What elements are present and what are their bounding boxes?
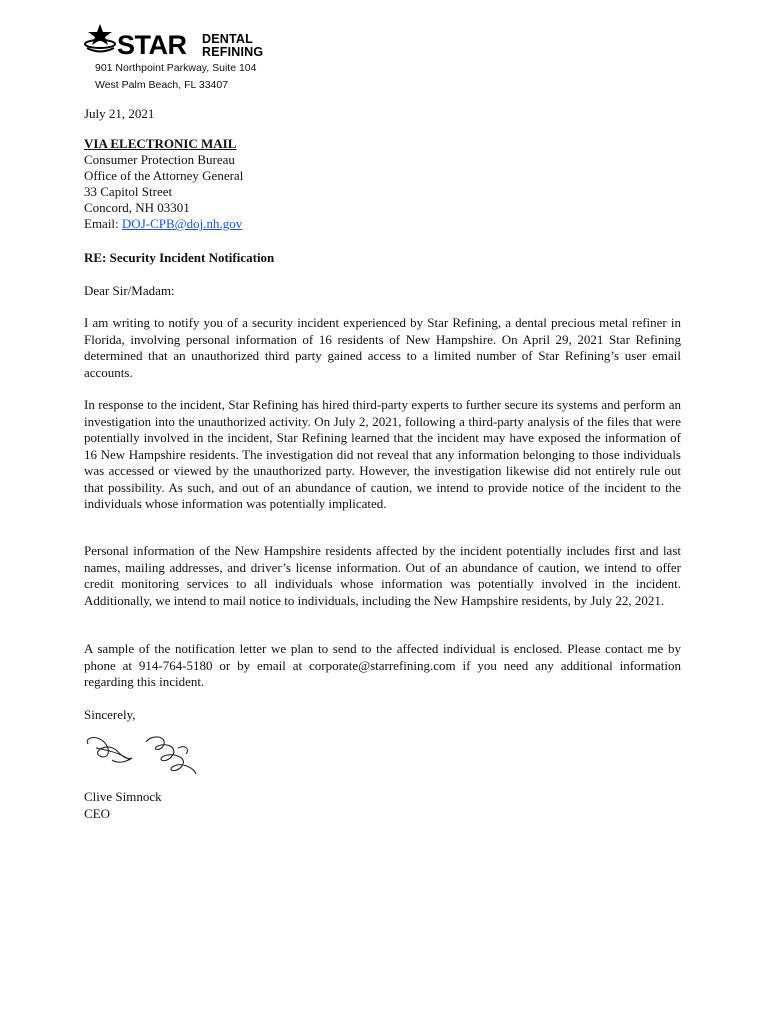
body-paragraph-1: I am writing to notify you of a security incident experienced by Star Refining, a dental precious metal refiner in Florida, involving personal information of 16 residents of New Hampshire. On April 29, 2021 Star Refining determined that an unauthorized third party gained access to a limited number of Star Refining’s user email accounts. [84, 315, 681, 380]
brand-dental-text: DENTAL [202, 32, 253, 46]
signer-title: CEO [84, 806, 110, 821]
subject-line: RE: Security Incident Notification [84, 250, 275, 265]
body-paragraph-3: Personal information of the New Hampshire residents affected by the incident potentially includes first and last names, mailing addresses, and driver’s license information. Out of an abundance of caution, we intend to offer credit monitoring services to all individuals whose information was potentially involved in the incident. Additionally, we intend to mail notice to individuals, including the New Hampshire residents, by July 22, 2021. [84, 543, 681, 608]
closing: Sincerely, [84, 707, 136, 722]
signature-image [82, 730, 212, 780]
recipient-line2: Office of the Attorney General [84, 168, 244, 183]
signer-name: Clive Simnock [84, 789, 162, 804]
letterhead-address-line2: West Palm Beach, FL 33407 [95, 79, 229, 91]
recipient-email-line [84, 216, 242, 233]
letter-date: July 21, 2021 [84, 106, 155, 121]
recipient-line4: Concord, NH 03301 [84, 200, 190, 215]
recipient-line1: Consumer Protection Bureau [84, 152, 235, 167]
body-paragraph-4: A sample of the notification letter we plan to send to the affected individual is enclosed. Please contact me by phone at 914-764-5180 or by email at corporate@starrefining.com if you need any additional information regarding this incident. [84, 641, 681, 689]
salutation: Dear Sir/Madam: [84, 283, 175, 298]
brand-refining-text: REFINING [202, 45, 264, 59]
recipient-line3: 33 Capitol Street [84, 184, 173, 199]
brand-star-text: STAR [117, 30, 187, 60]
body-paragraph-2: In response to the incident, Star Refining has hired third-party experts to further secure its systems and perform an investigation into the unauthorized activity. On July 2, 2021, following a third-party analysis of the files that were potentially involved in the incident, Star Refining learned that the incident may have exposed the information of 16 New Hampshire residents. The investigation did not reveal that any information belonging to those individuals was accessed or viewed by the unauthorized party. However, the investigation likewise did not entirely rule out that possibility. As such, and out of an abundance of caution, we intend to provide notice of the incident to the individuals whose information was potentially implicated. [84, 397, 681, 511]
delivery-method: VIA ELECTRONIC MAIL [84, 136, 237, 151]
email-label: Email: [84, 216, 122, 231]
letterhead-address-line1: 901 Northpoint Parkway, Suite 104 [95, 62, 257, 74]
recipient-email-link[interactable]: DOJ-CPB@doj.nh.gov [121, 216, 243, 231]
